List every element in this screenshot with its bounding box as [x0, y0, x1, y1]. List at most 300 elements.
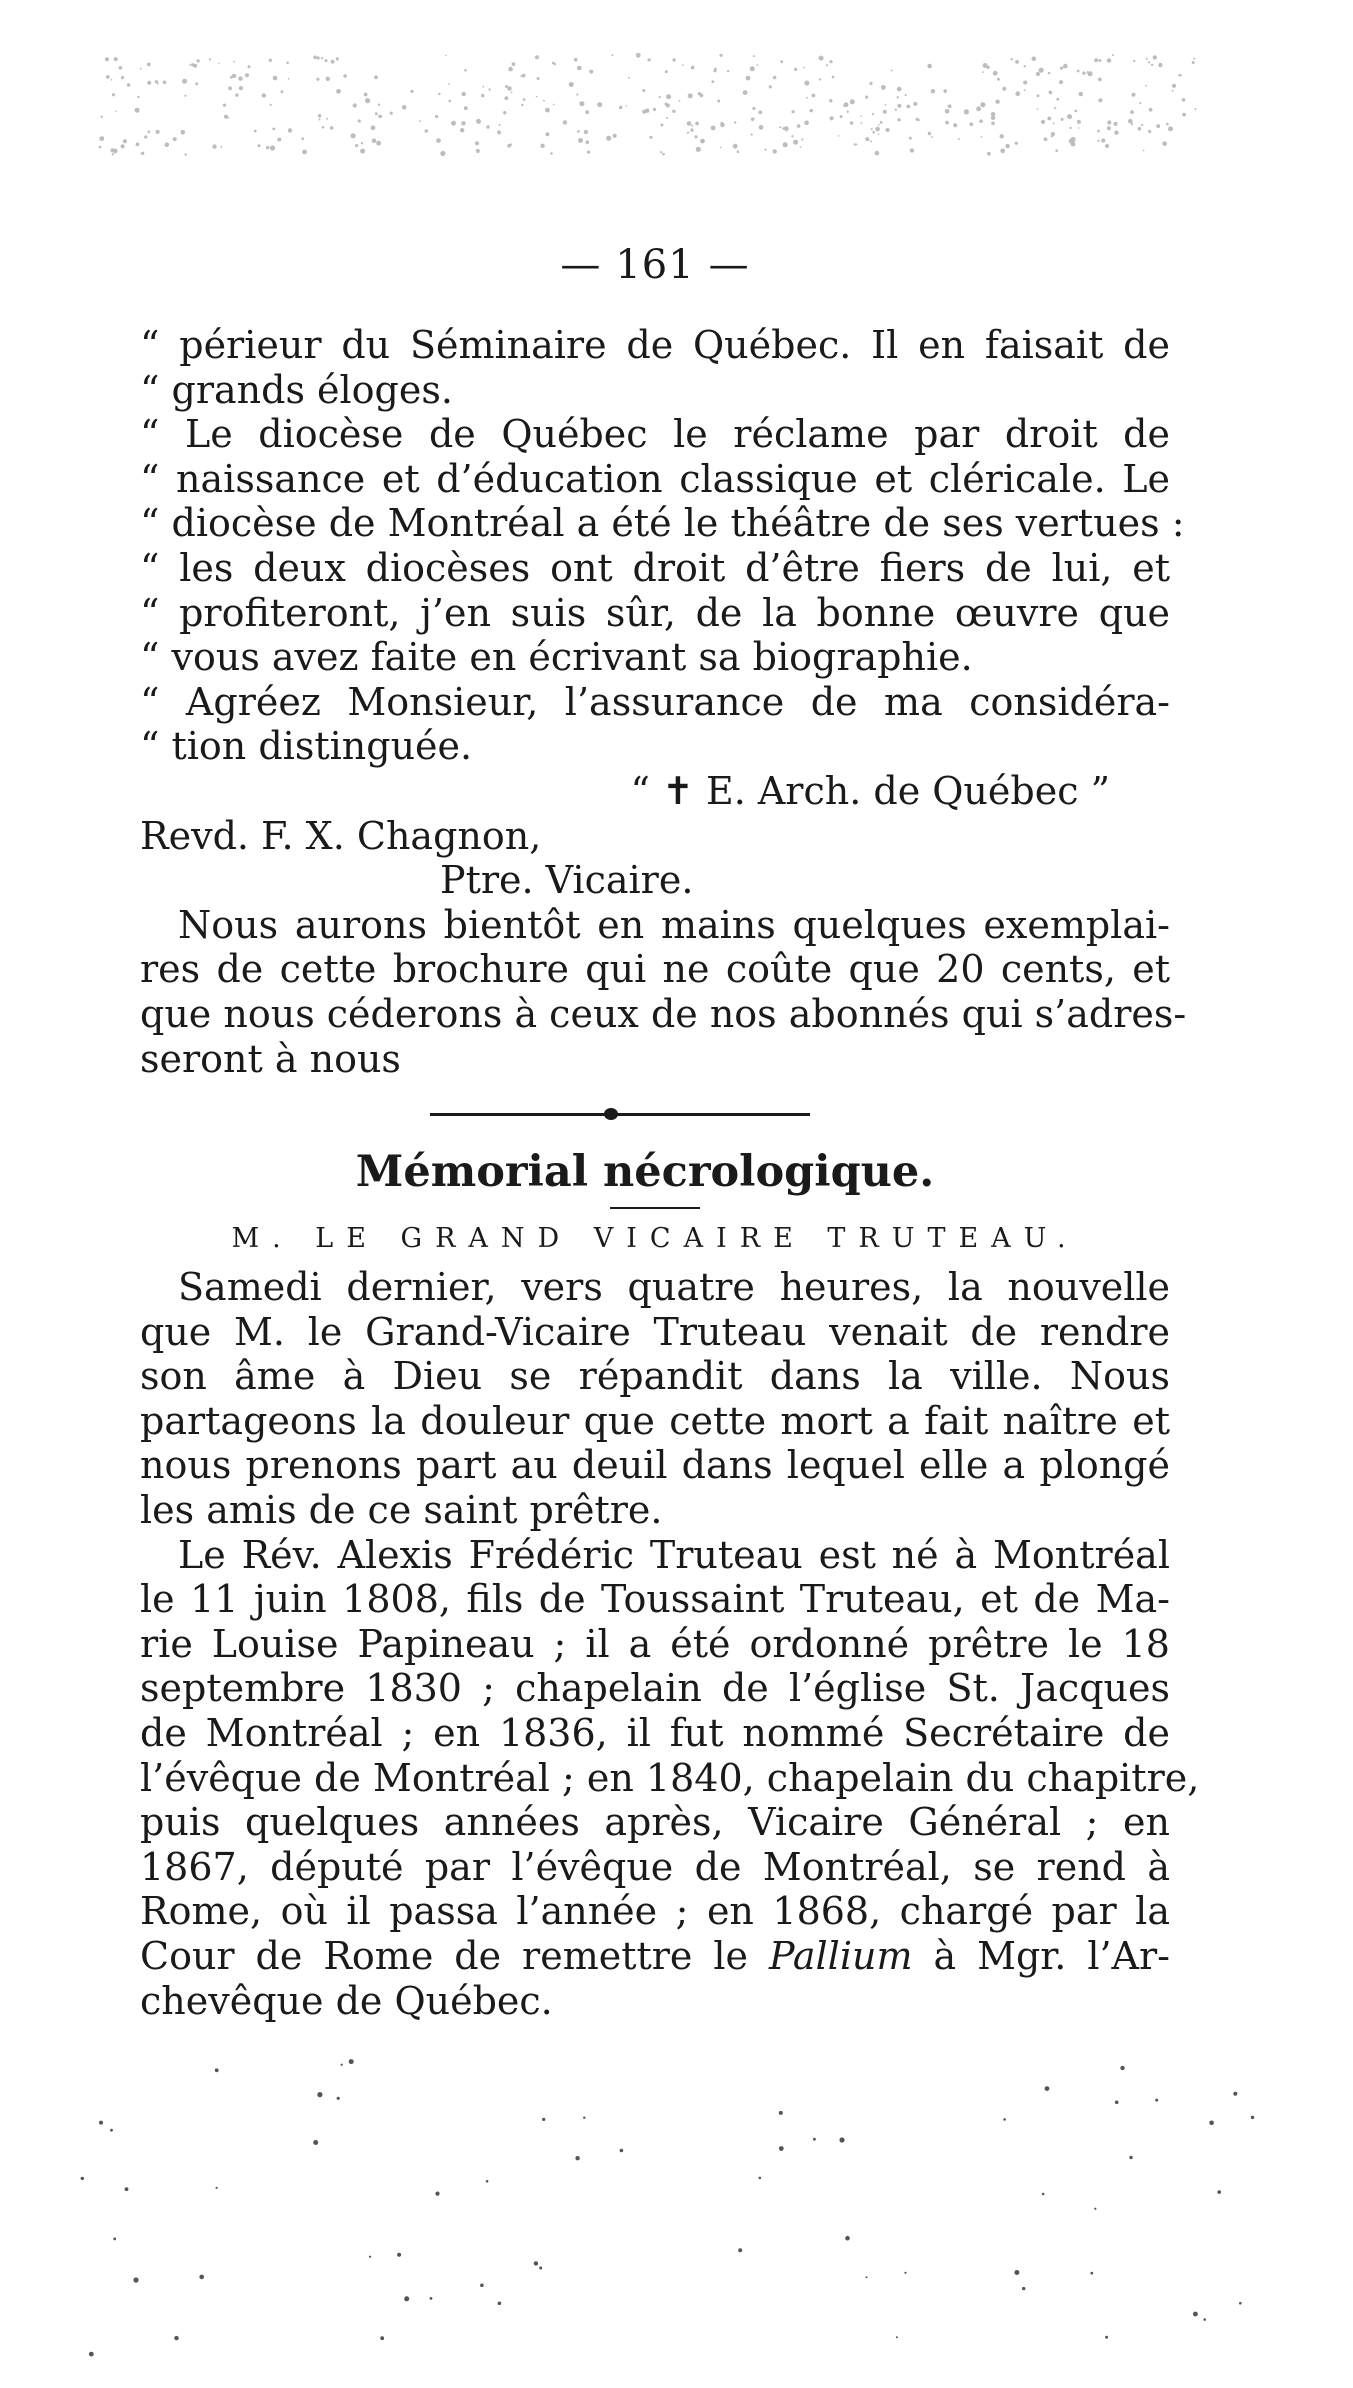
speckle-dot [916, 118, 919, 121]
speckle-dot [270, 104, 272, 106]
speckle-dot [319, 119, 321, 121]
speckle-dot [645, 109, 649, 113]
speckle-dot [1193, 58, 1195, 60]
speckle-dot [114, 57, 118, 61]
paragraph-line: les amis de ce saint prêtre. [140, 1488, 663, 1533]
speckle-dot [1088, 71, 1093, 76]
letter-line: “ les deux diocèses ont droit d’être fiers de lui, et [140, 545, 1170, 590]
speckle-dot [576, 93, 578, 95]
speckle-dot [113, 149, 118, 154]
speckle-dot [812, 94, 816, 98]
speckle-dot [464, 69, 467, 72]
speckle-dot [1107, 120, 1111, 124]
speckle-dot [1178, 75, 1180, 77]
speckle-dot [1192, 61, 1195, 64]
speckle-dot [563, 120, 567, 124]
speckle-dot [157, 83, 159, 85]
speckle-dot [1039, 68, 1044, 73]
speckle-dot [99, 136, 104, 141]
letter-quote [140, 323, 1185, 769]
speckle-dot [910, 148, 914, 152]
speckle-dot [898, 118, 901, 121]
speckle-dot [1182, 98, 1186, 102]
speckle-dot [579, 101, 584, 106]
speckle-dot [913, 102, 917, 106]
speckle-dot [880, 121, 883, 124]
paragraph-line: chevêque de Québec. [140, 1978, 553, 2023]
speckle-dot [690, 128, 693, 131]
speckle-dot [189, 64, 191, 66]
speckle-dot [136, 143, 140, 147]
speckle-dot [653, 108, 656, 111]
speckle-dot [140, 68, 142, 70]
speckle-dot [380, 2336, 384, 2340]
paragraph-line: Le Rév. Alexis Frédéric Truteau est né à Montréal [178, 1532, 1170, 1577]
speckle-dot [662, 153, 665, 156]
paragraph-line: Samedi dernier, vers quatre heures, la nouvelle [178, 1265, 1170, 1310]
speckle-dot [520, 75, 522, 77]
speckle-dot [839, 2137, 844, 2142]
speckle-dot [779, 2111, 783, 2115]
speckle-dot [583, 2117, 585, 2119]
speckle-dot [1172, 90, 1174, 92]
speckle-dot [155, 80, 158, 83]
speckle-dot [364, 93, 368, 97]
speckle-dot [1061, 118, 1064, 121]
speckle-dot [1233, 2092, 1237, 2096]
speckle-dot [313, 2140, 318, 2145]
speckle-dot [1128, 119, 1133, 124]
speckle-dot [1086, 71, 1088, 73]
speckle-dot [773, 76, 777, 80]
speckle-dot [358, 119, 361, 122]
speckle-dot [688, 93, 693, 98]
speckle-dot [1078, 127, 1080, 129]
speckle-dot [99, 146, 102, 149]
speckle-dot [404, 2296, 409, 2301]
notice-line: que nous céderons à ceux de nos abonnés qui s’adres- [140, 991, 1187, 1036]
speckle-dot [844, 102, 849, 107]
notice-line: seront à nous [140, 1036, 401, 1081]
speckle-dot [318, 114, 322, 118]
speckle-dot [687, 132, 689, 134]
speckle-dot [804, 121, 809, 126]
speckle-dot [928, 132, 931, 135]
speckle-dot [897, 104, 901, 108]
speckle-dot [991, 112, 995, 116]
speckle-dot [866, 2276, 868, 2278]
letter-line: “ profiteront, j’en suis sûr, de la bonne œuvre que [140, 590, 1170, 635]
speckle-dot [1179, 74, 1182, 77]
speckle-dot [233, 61, 235, 63]
speckle-dot [232, 74, 235, 77]
speckle-dot [895, 109, 897, 111]
speckle-dot [753, 55, 755, 57]
speckle-dot [872, 131, 875, 134]
speckle-dot [891, 70, 893, 72]
speckle-dot [1071, 142, 1076, 147]
speckle-dot [266, 146, 269, 149]
speckle-dot [872, 113, 874, 115]
speckle-dot [1056, 98, 1059, 101]
speckle-dot [115, 110, 117, 112]
paragraph-line: rie Louise Papineau ; il a été ordonné prêtre le 18 [140, 1621, 1170, 1666]
speckle-dot [481, 94, 484, 97]
speckle-dot [619, 106, 622, 109]
speckle-dot [147, 81, 151, 85]
speckle-dot [1094, 58, 1098, 62]
paragraph-text: Cour de Rome de remettre le [140, 1934, 749, 1978]
speckle-dot [691, 66, 695, 70]
speckle-dot [505, 96, 509, 100]
speckle-dot [1148, 61, 1150, 63]
speckle-dot [1015, 91, 1020, 96]
speckle-dot [587, 151, 590, 154]
speckle-dot [430, 2297, 433, 2300]
speckle-dot [700, 139, 705, 144]
speckle-dot [1143, 150, 1145, 152]
speckle-dot [1131, 123, 1133, 125]
heading-underline [140, 1203, 1170, 1213]
speckle-dot [343, 74, 347, 78]
speckle-dot [756, 64, 758, 66]
speckle-dot [769, 85, 772, 88]
speckle-dot [1148, 130, 1151, 133]
speckle-dot [714, 68, 717, 71]
speckle-dot [481, 94, 483, 96]
speckle-dot [1145, 85, 1147, 87]
speckle-dot [262, 93, 266, 97]
speckle-dot [958, 138, 960, 140]
speckle-dot [782, 127, 785, 130]
paragraph-line-with-italic [140, 1934, 1170, 1979]
speckle-dot [666, 94, 671, 99]
letter-line: “ naissance et d’éducation classique et cléricale. Le [140, 456, 1170, 501]
speckle-dot [545, 108, 550, 113]
speckle-dot [341, 2064, 343, 2066]
speckle-dot [1060, 67, 1063, 70]
speckle-dot [317, 56, 320, 59]
speckle-dot [1217, 2190, 1221, 2194]
speckle-dot [148, 130, 151, 133]
speckle-dot [931, 89, 935, 93]
speckle-dot [826, 64, 828, 66]
speckle-dot [110, 2129, 113, 2132]
speckle-dot [1105, 2336, 1108, 2339]
speckle-dot [1047, 117, 1051, 121]
speckle-dot [696, 147, 701, 152]
speckle-dot [550, 152, 553, 155]
speckle-dot [436, 138, 441, 143]
speckle-dot [1146, 58, 1148, 60]
speckle-dot [860, 122, 862, 124]
speckle-dot [856, 143, 858, 145]
speckle-dot [642, 110, 646, 114]
speckle-dot [212, 144, 216, 148]
speckle-dot [1090, 2272, 1093, 2275]
speckle-dot [1015, 142, 1018, 145]
speckle-dot [832, 76, 835, 79]
paragraph-line: Rome, où il passa l’année ; en 1868, chargé par la [140, 1889, 1170, 1934]
speckle-dot [1098, 78, 1102, 82]
obituary-subheading: M. LE GRAND VICAIRE TRUTEAU. [231, 1223, 1079, 1255]
speckle-dot [1138, 127, 1142, 131]
speckle-dot [1120, 2066, 1124, 2070]
speckle-dot [1115, 2101, 1119, 2105]
speckle-dot [764, 149, 766, 151]
speckle-dot [1195, 108, 1197, 110]
speckle-dot [1114, 131, 1118, 135]
letter-line: “ vous avez faite en écrivant sa biographie. [140, 635, 973, 680]
speckle-dot [896, 2336, 898, 2338]
speckle-dot [897, 96, 899, 98]
speckle-dot [1172, 84, 1176, 88]
speckle-dot [719, 54, 722, 57]
speckle-dot [759, 125, 764, 130]
speckle-dot [904, 2272, 906, 2274]
speckle-dot [797, 124, 801, 128]
speckle-dot [1098, 98, 1102, 102]
speckle-dot [375, 112, 378, 115]
addressee-name: Revd. F. X. Chagnon, [140, 813, 542, 858]
speckle-dot [1151, 64, 1153, 66]
speckle-dot [448, 83, 450, 85]
speckle-dot [269, 59, 272, 62]
speckle-dot [1005, 144, 1009, 148]
speckle-dot [552, 62, 555, 65]
speckle-dot [1166, 123, 1169, 126]
speckle-dot [482, 86, 484, 88]
speckle-dot [99, 2121, 103, 2125]
speckle-dot [1141, 124, 1143, 126]
speckle-dot [539, 2267, 542, 2270]
speckle-dot [336, 89, 341, 94]
speckle-dot [865, 96, 868, 99]
speckle-dot [508, 67, 513, 72]
speckle-dot [1054, 107, 1056, 109]
speckle-dot [216, 2187, 218, 2189]
speckle-dot [230, 76, 233, 79]
speckle-dot [218, 63, 220, 65]
speckle-dot [553, 104, 555, 106]
speckle-dot [1015, 60, 1019, 64]
speckle-dot [1162, 141, 1167, 146]
speckle-dot [106, 75, 110, 79]
speckle-dot [111, 148, 115, 152]
speckle-dot [982, 71, 984, 73]
speckle-dot [435, 2192, 439, 2196]
speckle-dot [1182, 113, 1186, 117]
brochure-notice [140, 902, 1187, 1081]
paragraph-line: son âme à Dieu se répandit dans la ville. Nous [140, 1354, 1170, 1399]
speckle-dot [885, 104, 887, 106]
speckle-dot [983, 63, 988, 68]
speckle-dot [1069, 139, 1074, 144]
obituary-paragraph-2 [140, 1532, 1200, 2024]
notice-line: Nous aurons bientôt en mains quelques exemplai- [178, 902, 1170, 947]
speckle-dot [540, 144, 544, 148]
speckle-dot [931, 136, 933, 138]
speckle-dot [698, 92, 701, 95]
speckle-dot [758, 111, 762, 115]
speckle-dot [875, 151, 880, 156]
speckle-dot [273, 76, 278, 81]
speckle-dot [711, 126, 716, 131]
notice-line: res de cette brochure qui ne coûte que 20 cents, et [140, 947, 1170, 992]
speckle-dot [462, 92, 466, 96]
speckle-dot [135, 108, 140, 113]
speckle-dot [89, 2352, 94, 2357]
speckle-dot [751, 133, 753, 135]
paragraph-line: 1867, député par l’évêque de Montréal, se rend à [140, 1844, 1170, 1889]
speckle-dot [1203, 2318, 1206, 2321]
speckle-dot [1114, 122, 1118, 126]
speckle-dot [184, 95, 186, 97]
speckle-dot [784, 126, 789, 131]
speckle-dot [628, 77, 630, 79]
speckle-dot [691, 125, 693, 127]
speckle-dot [127, 83, 131, 87]
speckle-dot [144, 135, 147, 138]
speckle-dot [1036, 72, 1040, 76]
paragraph-line: l’évêque de Montréal ; en 1840, chapelain du chapitre, [140, 1755, 1200, 1800]
page-number: 161 [615, 242, 695, 288]
speckle-dot [111, 79, 113, 81]
speckle-dot [993, 71, 998, 76]
speckle-dot [589, 70, 593, 74]
speckle-dot [461, 121, 465, 125]
speckle-dot [819, 56, 824, 61]
speckle-dot [906, 105, 910, 109]
speckle-dot [448, 100, 451, 103]
divider-ornament [604, 1108, 618, 1120]
speckle-dot [435, 115, 438, 118]
speckle-dot [734, 121, 736, 123]
speckle-dot [1153, 55, 1157, 59]
paragraph-line: partageons la douleur que cette mort a fait naître et [140, 1398, 1170, 1443]
speckle-dot [239, 86, 243, 90]
speckle-dot [660, 151, 662, 153]
letter-line: “ diocèse de Montréal a été le théâtre de ses vertues : [140, 501, 1185, 546]
speckle-dot [1112, 54, 1114, 56]
speckle-dot [537, 77, 540, 80]
speckle-dot [1053, 122, 1055, 124]
speckle-dot [119, 66, 123, 70]
speckle-dot [378, 104, 380, 106]
speckle-dot [361, 142, 363, 144]
speckle-dot [905, 94, 907, 96]
speckle-dot [636, 53, 641, 58]
speckle-dot [980, 102, 985, 107]
speckle-dot [220, 146, 222, 148]
speckle-dot [801, 138, 803, 140]
speckle-dot [648, 58, 651, 61]
speckle-dot [720, 123, 725, 128]
speckle-dot [322, 126, 325, 129]
speckle-dot [869, 82, 872, 85]
speckle-dot [1067, 114, 1072, 119]
speckle-dot [791, 135, 793, 137]
speckle-dot [1101, 138, 1105, 142]
speckle-dot [410, 90, 413, 93]
speckle-dot [773, 149, 777, 153]
speckle-dot [746, 76, 751, 81]
speckle-dot [779, 2146, 784, 2151]
speckle-dot [1139, 102, 1141, 104]
speckle-dot [374, 75, 378, 79]
speckle-dot [505, 85, 508, 88]
speckle-dot [507, 86, 512, 91]
speckle-dot [317, 2092, 322, 2097]
paragraph-line: nous prenons part au deuil dans lequel elle a plongé [140, 1443, 1170, 1488]
speckle-dot [720, 147, 722, 149]
speckle-dot [486, 125, 489, 128]
paragraph-line: que M. le Grand-Vicaire Truteau venait de rendre [140, 1309, 1170, 1354]
speckle-dot [1098, 140, 1100, 142]
speckle-dot [1059, 80, 1063, 84]
speckle-dot [223, 104, 226, 107]
speckle-dot [829, 99, 832, 102]
speckle-dot [277, 138, 281, 142]
speckle-dot [665, 70, 668, 73]
page-body [140, 323, 1200, 2023]
speckle-dot [1022, 2287, 1025, 2290]
speckle-dot [751, 118, 754, 121]
speckle-dot [1082, 72, 1085, 75]
speckle-dot [793, 140, 798, 145]
paragraph-line: de Montréal ; en 1836, il fut nommé Secrétaire de [140, 1711, 1170, 1756]
speckle-dot [1011, 58, 1013, 60]
speckle-dot [737, 150, 740, 153]
speckle-dot [711, 80, 714, 83]
speckle-dot [585, 110, 589, 114]
speckle-dot [649, 136, 652, 139]
speckle-dot [964, 109, 969, 114]
speckle-dot [163, 81, 167, 85]
speckle-dot [215, 2068, 219, 2072]
speckle-dot [390, 112, 393, 115]
speckle-dot [224, 115, 228, 119]
speckle-dot [1051, 132, 1055, 136]
speckle-dot [830, 116, 834, 120]
speckle-dot [753, 118, 755, 120]
speckle-dot [810, 109, 813, 112]
speckle-dot [369, 2256, 371, 2258]
speckle-dot [727, 70, 729, 72]
speckle-dot [606, 136, 611, 141]
speckle-dot [233, 74, 237, 78]
speckle-dot [991, 115, 996, 120]
page-number-header [140, 235, 1170, 295]
speckle-dot [780, 60, 783, 63]
speckle-dot [917, 119, 920, 122]
speckle-dot [286, 62, 289, 65]
speckle-dot [986, 66, 989, 69]
speckle-dot [1251, 2116, 1254, 2119]
speckle-dot [1077, 120, 1081, 124]
speckle-dot [438, 93, 440, 95]
speckle-dot [511, 92, 513, 94]
speckle-dot [584, 130, 588, 134]
speckle-dot [353, 103, 357, 107]
speckle-dot [497, 130, 501, 134]
speckle-dot [626, 105, 628, 107]
speckle-dot [174, 2336, 178, 2340]
speckle-dot [101, 116, 103, 118]
speckle-dot [498, 2302, 502, 2306]
speckle-dot [878, 124, 880, 126]
speckle-dot [1000, 134, 1004, 138]
